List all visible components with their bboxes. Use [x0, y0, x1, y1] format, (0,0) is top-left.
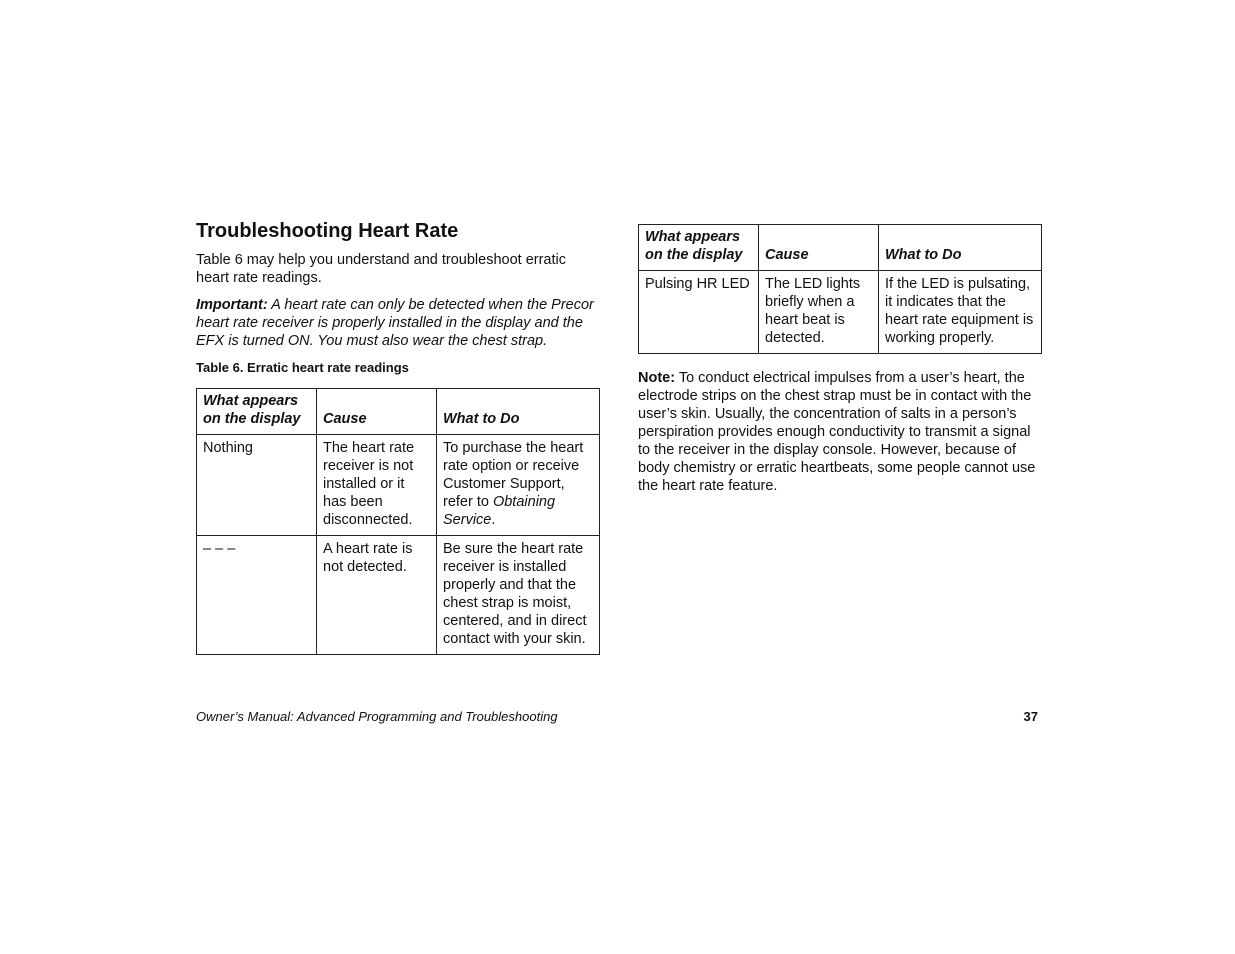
header-todo: What to Do: [437, 389, 600, 435]
todo-text: To purchase the heart rate option or receive Customer Support, refer to: [443, 440, 584, 510]
header-display: What appears on the display: [639, 225, 759, 271]
important-paragraph: [196, 296, 599, 350]
cell-todo: If the LED is pulsating, it indicates that the heart rate equipment is working properly.: [879, 271, 1042, 354]
important-text: A heart rate can only be detected when the Precor heart rate receiver is properly installed in the display and the EFX is turned ON. You must also wear the chest strap.: [196, 297, 594, 349]
table-row: [197, 435, 600, 536]
intro-paragraph: Table 6 may help you understand and troubleshoot erratic heart rate readings.: [196, 252, 566, 286]
important-label: Important:: [196, 297, 268, 313]
cell-todo: Be sure the heart rate receiver is installed properly and that the chest strap is moist, centered, and in direct contact with your skin.: [437, 536, 600, 655]
cell-cause: A heart rate is not detected.: [317, 536, 437, 655]
header-display: What appears on the display: [197, 389, 317, 435]
left-column: [196, 218, 599, 655]
cell-display: – – –: [197, 536, 317, 655]
cell-display: Pulsing HR LED: [639, 271, 759, 354]
troubleshooting-table-part-2: [638, 224, 1042, 354]
table-caption: Table 6. Erratic heart rate readings: [196, 360, 409, 375]
right-column: [638, 224, 1041, 495]
header-cause: Cause: [759, 225, 879, 271]
note-paragraph: [638, 369, 1041, 495]
table-row: [639, 271, 1042, 354]
table-header-row: [639, 225, 1042, 271]
note-label: Note:: [638, 370, 676, 386]
cell-todo: [437, 435, 600, 536]
footer-title: Owner’s Manual: Advanced Programming and Troubleshooting: [196, 709, 558, 724]
troubleshooting-table-part-1: [196, 388, 600, 655]
note-text: To conduct electrical impulses from a user’s heart, the electrode strips on the chest strap must be in contact with the user’s skin. Usually, the concentration of salts in a person’s perspiration provides enough conductivity to transmit a signal to the receiver in the display console. However, because of body chemistry or erratic heartbeats, some people cannot use the heart rate feature.: [638, 370, 1036, 494]
todo-reference: Obtaining Service: [443, 494, 556, 528]
cell-display: Nothing: [197, 435, 317, 536]
header-cause: Cause: [317, 389, 437, 435]
header-todo: What to Do: [879, 225, 1042, 271]
page-number: 37: [1023, 709, 1038, 724]
table-header-row: [197, 389, 600, 435]
cell-cause: The heart rate receiver is not installed or it has been disconnected.: [317, 435, 437, 536]
section-title: Troubleshooting Heart Rate: [196, 220, 459, 242]
cell-cause: The LED lights briefly when a heart beat is detected.: [759, 271, 879, 354]
todo-end: .: [491, 512, 496, 528]
table-row: [197, 536, 600, 655]
